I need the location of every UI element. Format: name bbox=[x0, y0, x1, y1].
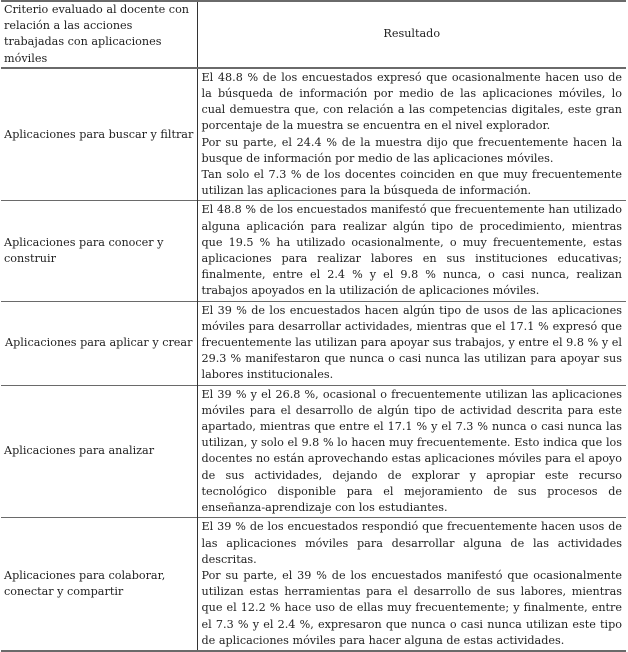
criterion-cell: Aplicaciones para colaborar, conectar y compartir bbox=[1, 518, 197, 651]
criterion-cell: Aplicaciones para buscar y filtrar bbox=[1, 68, 197, 201]
table-row bbox=[1, 201, 626, 301]
table-row bbox=[1, 68, 626, 201]
criterion-cell: Aplicaciones para aplicar y crear bbox=[1, 301, 197, 385]
result-cell bbox=[197, 301, 626, 385]
criterion-cell: Aplicaciones para analizar bbox=[1, 385, 197, 518]
result-paragraph: Tan solo el 7.3 % de los docentes coinciden en que muy frecuentemente utilizan las aplicaciones para la búsqueda de información. bbox=[201, 168, 622, 198]
result-paragraph: Por su parte, el 39 % de los encuestados manifestó que ocasionalmente utilizan estas herramientas para el desarrollo de sus labores, mientras que el 12.2 % hace uso de ellas muy frecuentemente; y finalmente, entre el 7.3 % y el 2.4 %, expresaron que nunca o casi nunca utilizan este tipo de aplicaciones móviles para hacer alguna de estas actividades. bbox=[201, 568, 622, 647]
result-cell bbox=[197, 385, 626, 518]
result-cell bbox=[197, 518, 626, 651]
result-paragraph: El 48.8 % de los encuestados expresó que ocasionalmente hacen uso de la búsqueda de información por medio de las aplicaciones móviles, lo cual demuestra que, con relación a las competencias digitales, este gran porcentaje de la muestra se encuentra en el nivel explorador. bbox=[201, 70, 622, 133]
result-paragraph: El 39 % de los encuestados hacen algún tipo de usos de las aplicaciones móviles para desarrollar actividades, mientras que el 17.1 % expresó que frecuentemente las utilizan para apoyar sus trabajos, y entre el 9.8 % y el 29.3 % manifestaron que nunca o casi nunca las utilizan para apoyar sus labores institucionales. bbox=[201, 303, 622, 382]
result-paragraph: El 48.8 % de los encuestados manifestó que frecuentemente han utilizado alguna aplicación para realizar algún tipo de procedimiento, mientras que 19.5 % ha utilizado ocasionalmente, o muy frecuentemente, estas aplicaciones para realizar labores en sus instituciones educativas; finalmente, entre el 2.4 % y el 9.8 % nunca, o casi nunca, realizan trabajos apoyados en la utilización de aplicaciones móviles. bbox=[201, 203, 622, 298]
result-cell bbox=[197, 201, 626, 301]
table-header-row bbox=[1, 1, 626, 68]
table-row bbox=[1, 518, 626, 651]
table-row bbox=[1, 301, 626, 385]
result-cell bbox=[197, 68, 626, 201]
criterion-cell: Aplicaciones para conocer y construir bbox=[1, 201, 197, 301]
header-criterion: Criterio evaluado al docente con relación a las acciones trabajadas con aplicaciones móviles bbox=[1, 1, 197, 68]
result-paragraph: El 39 % y el 26.8 %, ocasional o frecuentemente utilizan las aplicaciones móviles para el desarrollo de algún tipo de actividad descrita para este apartado, mientras que entre el 17.1 % y el 7.3 % nunca o casi nunca las utilizan, y solo el 9.8 % lo hacen muy frecuentemente. Esto indica que los docentes no están aprovechando estas aplicaciones móviles para el apoyo de sus actividades, dejando de explorar y apropiar este recurso tecnológico disponible para el mejoramiento de sus procesos de enseñanza-aprendizaje con los estudiantes. bbox=[201, 387, 622, 515]
results-table bbox=[1, 0, 626, 652]
result-paragraph: El 39 % de los encuestados respondió que frecuentemente hacen usos de las aplicaciones móviles para desarrollar alguna de las actividades descritas. bbox=[201, 520, 622, 566]
result-paragraph: Por su parte, el 24.4 % de la muestra dijo que frecuentemente hacen la busque de información por medio de las aplicaciones móviles. bbox=[201, 135, 622, 165]
table-row bbox=[1, 385, 626, 518]
header-result: Resultado bbox=[383, 27, 441, 41]
